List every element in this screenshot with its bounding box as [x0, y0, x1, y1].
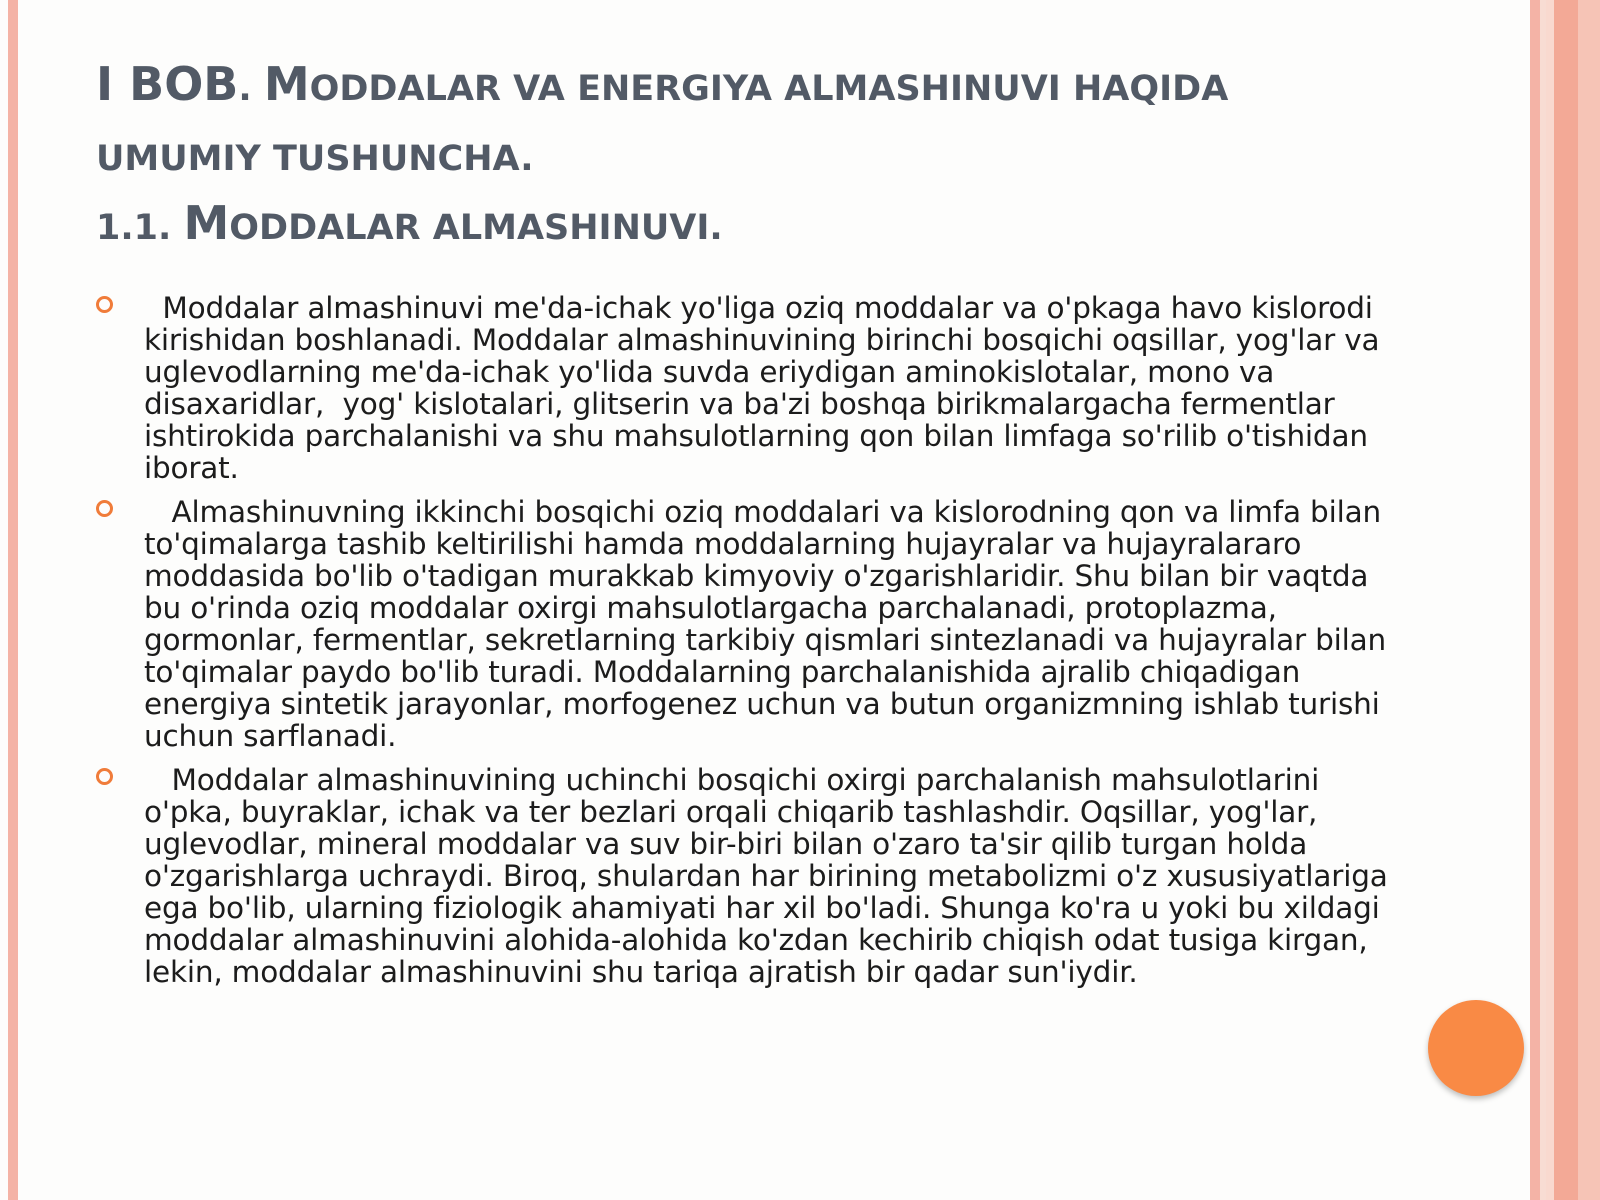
- right-decorative-border: [1530, 0, 1600, 1200]
- bullet-text: Almashinuvning ikkinchi bosqichi oziq moddalari va kislorodning qon va limfa bilan to'qimalarga tashib keltirilishi hamda moddalarning hujayralar va hujayralararo moddasida bo'lib o'tadigan murakkab kimyoviy o'zgarishlaridir. Shu bilan bir vaqtda bu o'rinda oziq moddalar oxirgi mahsulotlargacha parchalanadi, protoplazma, gormonlar, fermentlar, sekretlarning tarkibiy qismlari sintezlanadi va hujayralar bilan to'qimalar paydo bo'lib turadi. Moddalarning parchalanishida ajralib chiqadigan energiya sintetik jarayonlar, morfogenez uchun va butun organizmning ishlab turishi uchun sarflanadi.: [144, 495, 1396, 753]
- decorative-orange-circle: [1428, 1000, 1524, 1096]
- list-item: [96, 496, 1396, 752]
- border-band: [1578, 0, 1600, 1200]
- list-item: [96, 764, 1396, 988]
- border-band: [1554, 0, 1578, 1200]
- title-dot: .: [238, 69, 264, 109]
- title-chapter: I BOB: [96, 57, 239, 111]
- section-initial: M: [183, 196, 230, 250]
- bullet-text: Moddalar almashinuvining uchinchi bosqichi oxirgi parchalanish mahsulotlarini o'pka, buyraklar, ichak va ter bezlari orqali chiqarib tashlashdir. Oqsillar, yog'lar, uglevodlar, mineral moddalar va suv bir-biri bilan o'zaro ta'sir qilib turgan holda o'zgarishlarga uchraydi. Biroq, shulardan har birining metabolizmi o'z xususiyatlariga ega bo'lib, ularning fiziologik ahamiyati har xil bo'ladi. Shunga ko'ra u yoki bu xildagi moddalar almashinuvini alohida-alohida ko'zdan kechirib chiqish odat tusiga kirgan, lekin, moddalar almashinuvini shu tariqa ajratish bir qadar sun'iydir.: [144, 763, 1397, 989]
- bullet-list: [96, 292, 1396, 1000]
- list-item: [96, 292, 1396, 484]
- border-band: [1530, 0, 1540, 1200]
- section-rest: ODDALAR ALMASHINUVI.: [229, 208, 723, 248]
- title-line-3: [96, 191, 1476, 266]
- slide-title: [96, 52, 1476, 266]
- title-initial: M: [263, 57, 310, 111]
- left-decorative-stripe: [8, 0, 18, 1200]
- section-number: 1.1.: [96, 208, 184, 248]
- border-band: [1546, 0, 1554, 1200]
- bullet-circle-icon: [96, 500, 113, 517]
- bullet-circle-icon: [96, 768, 113, 785]
- title-rest: ODDALAR VA ENERGIYA ALMASHINUVI HAQIDA: [309, 69, 1229, 109]
- bullet-circle-icon: [96, 296, 113, 313]
- title-line-1: [96, 52, 1476, 127]
- bullet-text: Moddalar almashinuvi me'da-ichak yo'liga oziq moddalar va o'pkaga havo kislorodi kirishidan boshlanadi. Moddalar almashinuvining birinchi bosqichi oqsillar, yog'lar va uglevodlarning me'da-ichak yo'lida suvda eriydigan aminokislotalar, mono va disaxaridlar, yog' kislotalari, glitserin va ba'zi boshqa birikmalargacha fermentlar ishtirokida parchalanishi va shu mahsulotlarning qon bilan limfaga so'rilib o'tishidan iborat.: [144, 291, 1389, 485]
- title-line-2: UMUMIY TUSHUNCHA.: [96, 139, 534, 179]
